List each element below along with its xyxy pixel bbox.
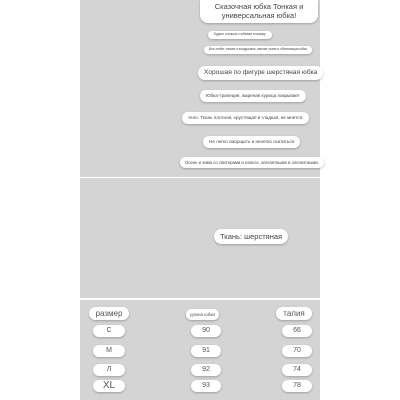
headline-bubble: Сказочная юбка Тонкая и универсальная юбка! bbox=[200, 0, 318, 23]
length-cell: 91 bbox=[191, 345, 221, 357]
fabric-label: Ткань: шерстяная bbox=[214, 229, 288, 244]
feature-bubble-6: Не легко сморщить и нелегко скатиться bbox=[203, 136, 300, 148]
feature-bubble-5: тело. Ткань плотная, хрустящая и гладкая, не мнется. bbox=[182, 112, 309, 124]
size-cell: Л bbox=[93, 364, 125, 376]
length-cell: 90 bbox=[191, 325, 221, 337]
size-cell: XL bbox=[93, 380, 125, 392]
feature-bubble-1: Будьте стильны с юбками в шкафу bbox=[208, 31, 272, 39]
feature-bubble-7: Осень и зима со свитерами и пальто, элегантными и элегантными. bbox=[180, 157, 324, 168]
feature-bubble-2: Все любят тонкие и воздушные, мягкие ткани и облегающая юбка bbox=[204, 46, 312, 54]
waist-cell: 66 bbox=[282, 325, 312, 337]
waist-cell: 70 bbox=[282, 345, 312, 357]
waist-cell: 74 bbox=[282, 364, 312, 376]
size-column-header: размер bbox=[89, 307, 129, 320]
waist-cell: 78 bbox=[282, 380, 312, 392]
waist-column-header: талия bbox=[276, 307, 312, 320]
length-cell: 93 bbox=[191, 380, 221, 392]
length-cell: 92 bbox=[191, 364, 221, 376]
description-panel bbox=[80, 0, 320, 177]
length-column-header: длина юбки bbox=[186, 309, 219, 320]
size-cell: М bbox=[93, 345, 125, 357]
feature-bubble-3: Хорошая по фигуре шерстяная юбка bbox=[198, 66, 323, 80]
feature-bubble-4: Юбка-трапеция, жареная курица покрывает bbox=[200, 90, 306, 102]
size-cell: С bbox=[93, 325, 125, 337]
